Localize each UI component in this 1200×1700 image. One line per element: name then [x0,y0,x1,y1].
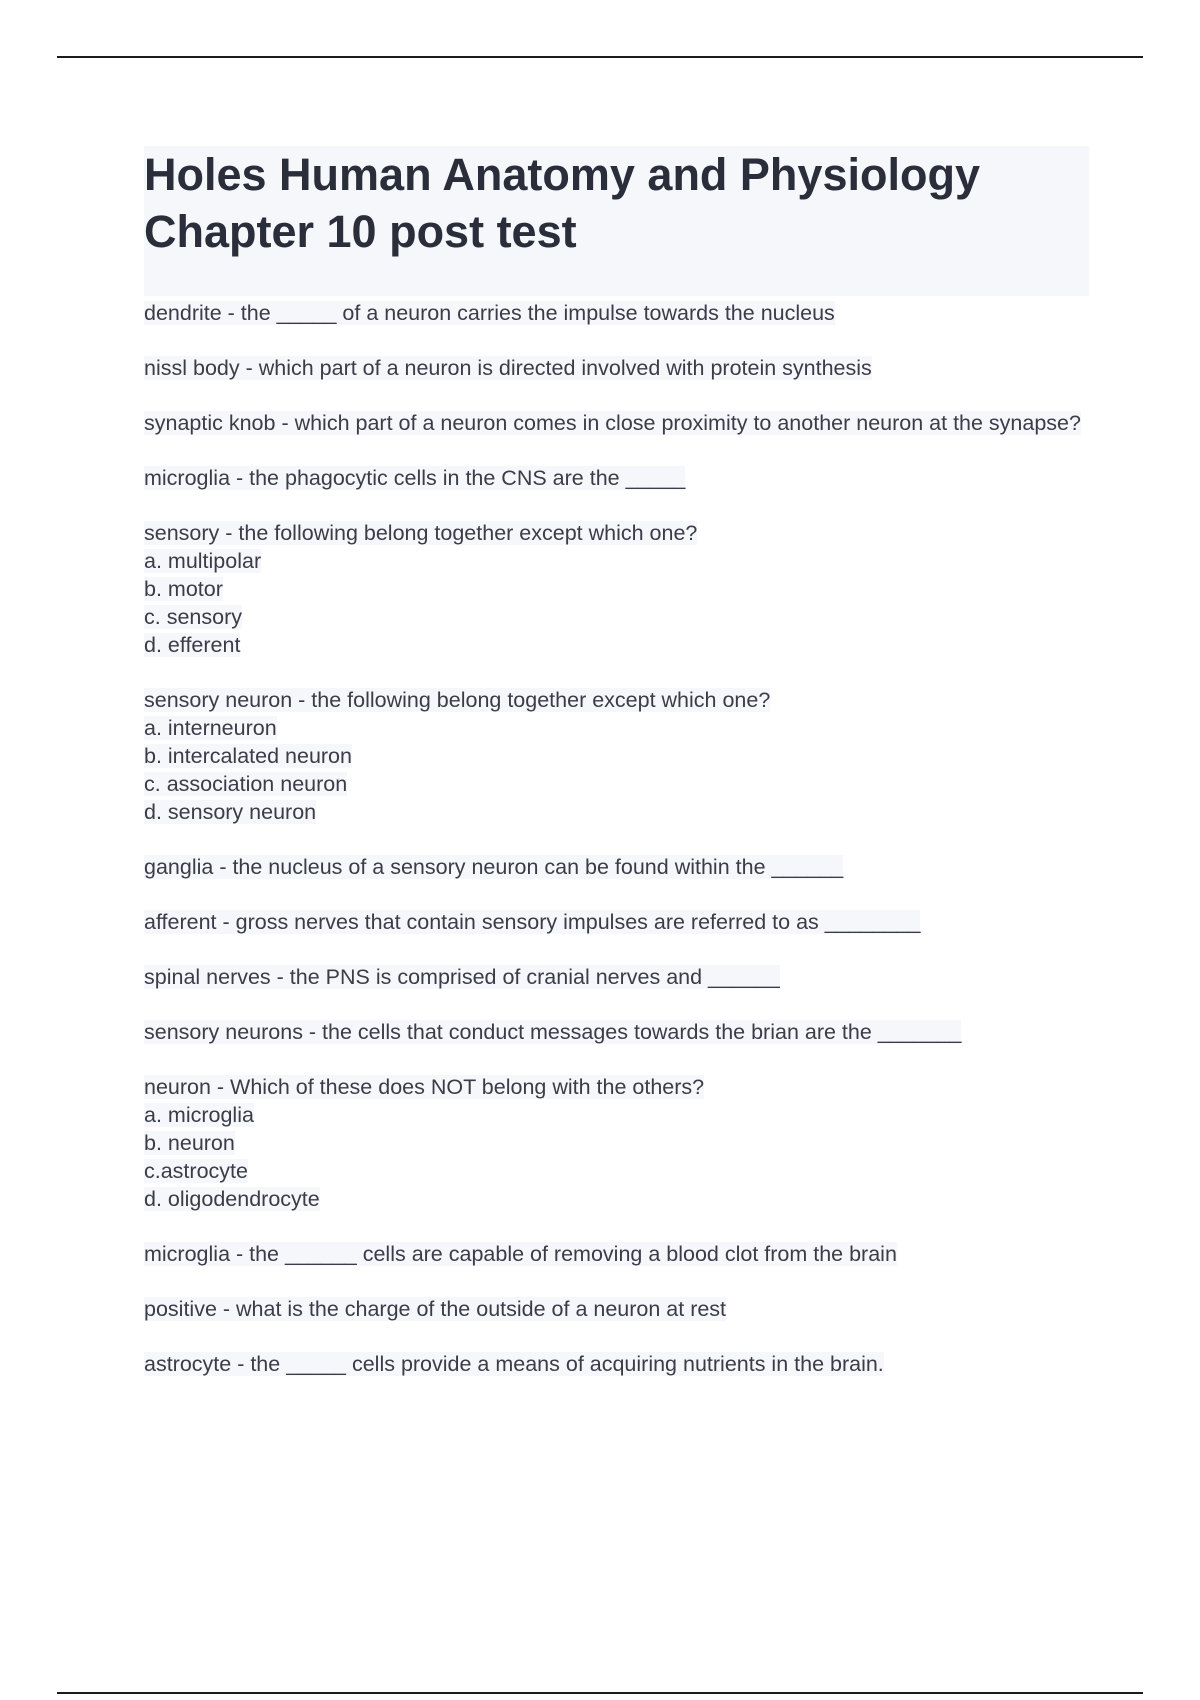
flashcard-item [144,519,1089,659]
flashcard-text: microglia - the phagocytic cells in the CNS are the _____ [144,466,686,490]
answer-option-text: c. sensory [144,605,242,629]
answer-option [144,547,1089,575]
flashcard-item [144,299,1089,327]
flashcard-item [144,963,1089,991]
answer-option [144,714,1089,742]
answer-option [144,1129,1089,1157]
flashcard-item [144,464,1089,492]
flashcard-item [144,354,1089,382]
flashcard-line [144,1073,1089,1101]
answer-option [144,631,1089,659]
flashcard-line [144,1295,1089,1323]
flashcard-line [144,908,1089,936]
flashcard-text: sensory neurons - the cells that conduct messages towards the brian are the _______ [144,1020,962,1044]
flashcard-text: sensory - the following belong together except which one? [144,521,698,545]
flashcard-text: microglia - the ______ cells are capable of removing a blood clot from the brain [144,1242,897,1266]
flashcard-item [144,1240,1089,1268]
flashcard-text: positive - what is the charge of the outside of a neuron at rest [144,1297,727,1321]
answer-option-text: a. interneuron [144,716,277,740]
flashcard-item [144,908,1089,936]
flashcard-item [144,409,1089,437]
answer-option-text: b. neuron [144,1131,235,1155]
flashcard-line [144,1350,1089,1378]
answer-option-text: d. efferent [144,633,241,657]
flashcard-line [144,1240,1089,1268]
answer-option-text: c.astrocyte [144,1159,248,1183]
flashcard-text: ganglia - the nucleus of a sensory neuron can be found within the ______ [144,855,844,879]
answer-option [144,770,1089,798]
flashcard-text: dendrite - the _____ of a neuron carries the impulse towards the nucleus [144,301,835,325]
title-block [144,146,1089,296]
flashcard-item [144,1295,1089,1323]
flashcard-list [144,299,1089,1378]
document-body [144,146,1089,1405]
top-rule [57,56,1143,58]
answer-options [144,714,1089,826]
flashcard-line [144,464,1089,492]
answer-option [144,742,1089,770]
title-line-2: Chapter 10 post test [144,206,577,257]
answer-option-text: b. intercalated neuron [144,744,352,768]
flashcard-text: synaptic knob - which part of a neuron comes in close proximity to another neuron at the synapse? [144,411,1081,435]
flashcard-text: neuron - Which of these does NOT belong with the others? [144,1075,705,1099]
answer-option-text: b. motor [144,577,223,601]
flashcard-line [144,853,1089,881]
answer-option [144,798,1089,826]
answer-option [144,1185,1089,1213]
flashcard-line [144,963,1089,991]
answer-option-text: d. oligodendrocyte [144,1187,320,1211]
flashcard-line [144,299,1089,327]
answer-option [144,1157,1089,1185]
flashcard-item [144,686,1089,826]
flashcard-line [144,519,1089,547]
flashcard-line [144,354,1089,382]
answer-options [144,1101,1089,1213]
flashcard-item [144,1350,1089,1378]
bottom-rule [57,1692,1143,1694]
answer-option-text: a. multipolar [144,549,262,573]
title-line-1: Holes Human Anatomy and Physiology [144,149,980,200]
answer-options [144,547,1089,659]
flashcard-text: spinal nerves - the PNS is comprised of cranial nerves and ______ [144,965,780,989]
answer-option-text: c. association neuron [144,772,348,796]
answer-option-text: a. microglia [144,1103,254,1127]
flashcard-text: sensory neuron - the following belong together except which one? [144,688,771,712]
answer-option [144,575,1089,603]
flashcard-item [144,853,1089,881]
flashcard-line [144,409,1089,437]
answer-option-text: d. sensory neuron [144,800,317,824]
flashcard-text: nissl body - which part of a neuron is directed involved with protein synthesis [144,356,872,380]
flashcard-line [144,686,1089,714]
answer-option [144,603,1089,631]
answer-option [144,1101,1089,1129]
flashcard-item [144,1073,1089,1213]
flashcard-item [144,1018,1089,1046]
flashcard-text: astrocyte - the _____ cells provide a means of acquiring nutrients in the brain. [144,1352,884,1376]
flashcard-line [144,1018,1089,1046]
flashcard-text: afferent - gross nerves that contain sensory impulses are referred to as ________ [144,910,921,934]
document-title [144,146,1089,260]
